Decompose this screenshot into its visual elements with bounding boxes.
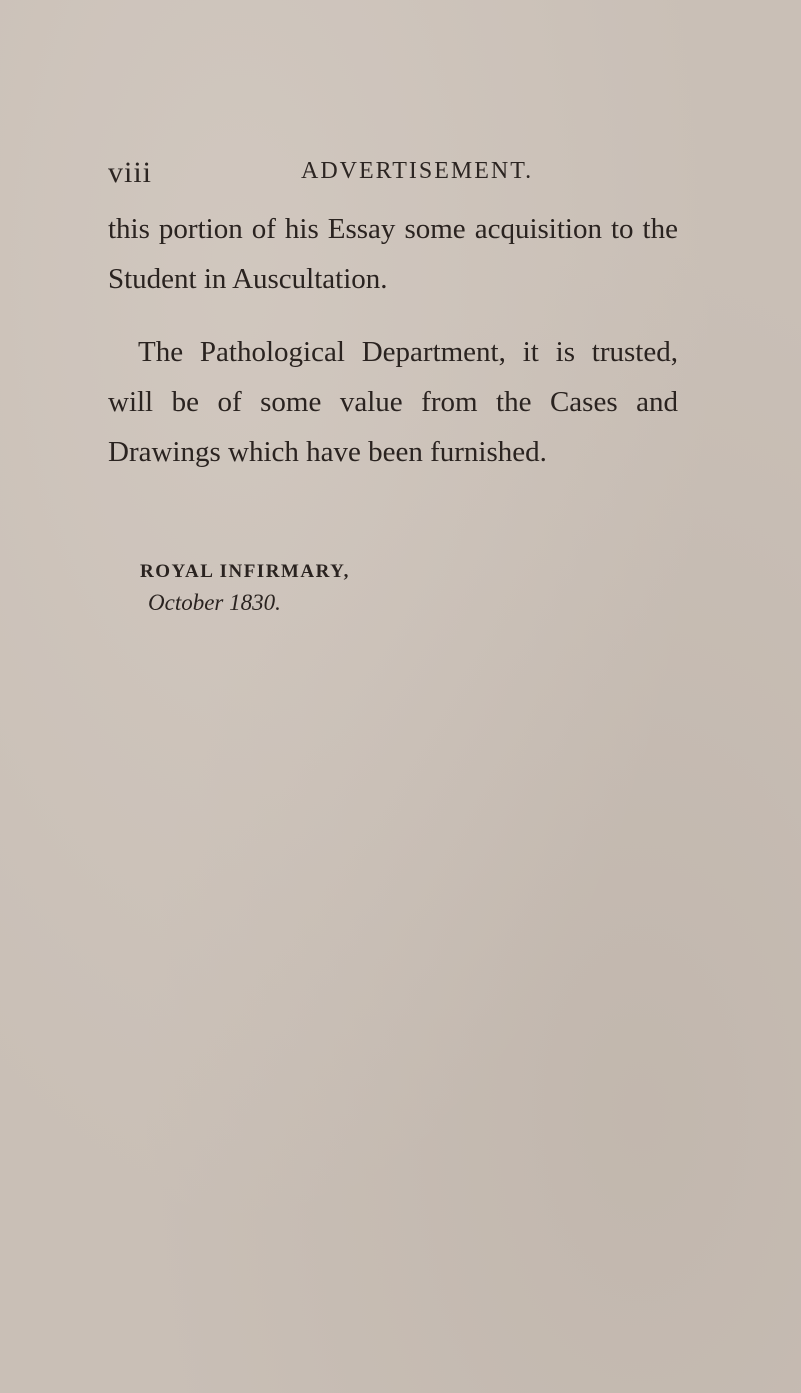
running-head: ADVERTISEMENT. [301, 158, 534, 184]
page-number: viii [108, 156, 153, 189]
page-header [108, 156, 708, 196]
signature-place: ROYAL INFIRMARY, [140, 561, 350, 582]
signature-block [140, 558, 350, 620]
signature-date: October 1830. [148, 590, 281, 615]
paragraph-pathological-department: The Pathological Department, it is trusted, will be of some value from the Cases and Drawings which have been furnished. [108, 336, 678, 468]
paragraph-continuation: this portion of his Essay some acquisition to the Student in Auscultation. [108, 213, 678, 295]
